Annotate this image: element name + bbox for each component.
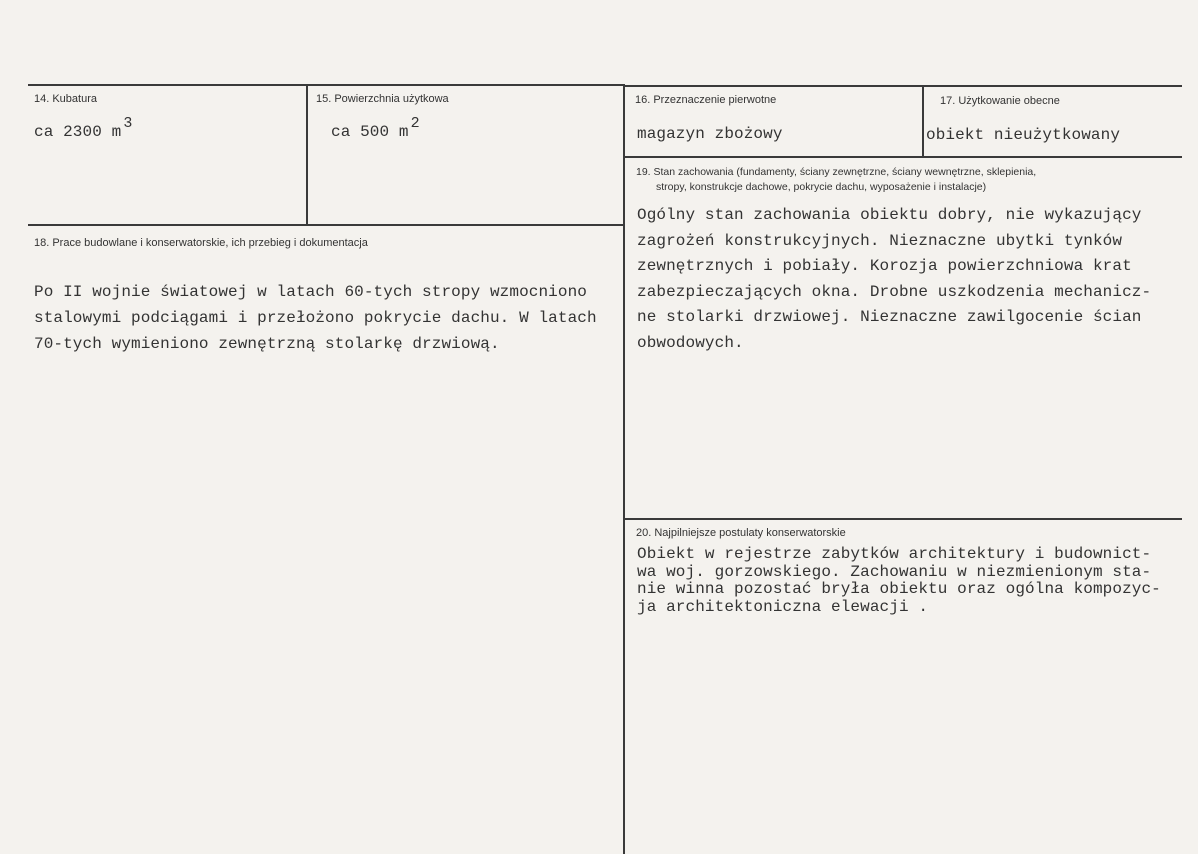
field-20-line: nie winna pozostać bryła obiektu oraz ogólna kompozyc- — [637, 580, 1161, 598]
field-19-line: zewnętrznych i pobiały. Korozja powierzchniowa krat — [637, 257, 1132, 276]
field-19-line: zagrożeń konstrukcyjnych. Nieznaczne ubytki tynków — [637, 231, 1123, 250]
field-20-text — [637, 546, 1161, 616]
field-15-value-text: ca 500 m — [331, 123, 409, 141]
field-19-text — [637, 203, 1151, 357]
field-19-label-line2: stropy, konstrukcje dachowe, pokrycie dachu, wyposażenie i instalacje) — [656, 181, 987, 193]
field-15-label: 15. Powierzchnia użytkowa — [316, 93, 449, 105]
divider-below-14-15 — [28, 224, 625, 226]
field-14-value — [34, 115, 133, 141]
field-18-line: stalowymi podciągami i przełożono pokrycie dachu. W latach — [34, 309, 597, 327]
field-17-value: obiekt nieużytkowany — [926, 126, 1121, 144]
field-14-exponent: 3 — [123, 115, 133, 132]
divider-below-16-17 — [625, 156, 1182, 158]
field-16-label: 16. Przeznaczenie pierwotne — [635, 94, 777, 106]
field-20-line: wa woj. gorzowskiego. Zachowaniu w niezmienionym sta- — [637, 562, 1152, 581]
field-19-line: Ogólny stan zachowania obiektu dobry, nie wykazujący — [637, 206, 1142, 224]
field-18-text — [34, 279, 622, 357]
divider-14-15 — [306, 84, 308, 226]
top-divider-right — [625, 85, 1182, 87]
field-19-line: zabezpieczających okna. Drobne uszkodzenia mechanicz- — [637, 282, 1152, 301]
divider-above-20 — [625, 518, 1182, 520]
field-14-label: 14. Kubatura — [34, 93, 97, 105]
field-16-value: magazyn zbożowy — [637, 125, 783, 143]
field-18-line: 70-tych wymieniono zewnętrzną stolarkę drzwiową. — [34, 335, 500, 353]
field-18-line: Po II wojnie światowej w latach 60-tych stropy wzmocniono — [34, 283, 587, 301]
field-14-value-text: ca 2300 m — [34, 123, 122, 141]
field-20-line: Obiekt w rejestrze zabytków architektury i budownict- — [637, 545, 1152, 563]
field-15-value — [331, 115, 420, 141]
field-19-label-line1: 19. Stan zachowania (fundamenty, ściany zewnętrzne, ściany wewnętrzne, sklepienia, — [636, 166, 1037, 178]
field-17-label: 17. Użytkowanie obecne — [940, 95, 1060, 107]
field-19-line: obwodowych. — [637, 333, 744, 352]
divider-16-17 — [922, 85, 924, 157]
field-15-exponent: 2 — [410, 115, 420, 132]
field-20-label: 20. Najpilniejsze postulaty konserwatorskie — [636, 527, 846, 539]
field-20-line: ja architektoniczna elewacji . — [637, 597, 929, 616]
field-18-label: 18. Prace budowlane i konserwatorskie, ich przebieg i dokumentacja — [34, 237, 368, 249]
main-vertical-divider — [623, 84, 625, 854]
top-divider-left — [28, 84, 625, 86]
field-19-line: ne stolarki drzwiowej. Nieznaczne zawilgocenie ścian — [637, 308, 1142, 327]
